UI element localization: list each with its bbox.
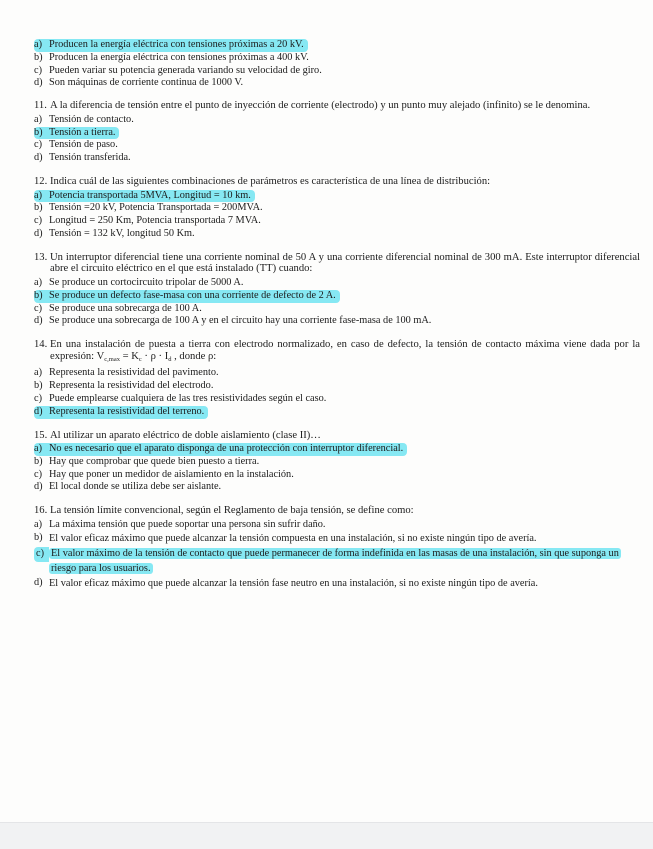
option-text: El valor eficaz máximo que puede alcanzar la tensión compuesta en una instalación, si no existe ningún tipo de avería. [49,532,537,544]
option-13c [34,303,640,316]
option-text [49,547,640,576]
option-12a [34,190,640,203]
option-text: Son máquinas de corriente continua de 1000 V. [49,77,244,89]
option-letter: a) [34,190,49,203]
option-16c [34,547,640,576]
question-stem [34,339,640,365]
option-text: Puede emplearse cualquiera de las tres resistividades según el caso. [49,392,327,404]
option-14c [34,393,640,406]
option-text: Tensión = 132 kV, longitud 50 Km. [49,227,195,239]
option-text: Producen la energía eléctrica con tensiones próximas a 20 kV. [49,39,308,52]
question-16 [34,505,640,592]
option-12c [34,215,640,228]
option-letter: c) [34,302,42,314]
option-15c [34,469,640,482]
page-bottom-margin [0,822,653,849]
question-number: 14. [34,339,48,351]
question-12 [34,176,640,241]
option-text: Tensión de paso. [49,139,118,151]
option-letter: b) [34,290,49,303]
stem-part: = K [119,350,139,362]
option-10d [34,77,640,90]
option-text: Tensión transferida. [49,152,131,164]
option-text: Hay que poner un medidor de aislamiento en la instalación. [49,468,294,480]
option-letter: b) [34,531,43,543]
option-14d [34,406,640,419]
option-11c [34,139,640,152]
option-letter: b) [34,202,43,214]
option-text: Se produce un defecto fase-masa con una corriente de defecto de 2 A. [49,290,340,303]
option-text: Potencia transportada 5MVA, Longitud = 10 km. [49,190,255,203]
option-letter: c) [34,392,42,404]
option-11a [34,114,640,127]
option-letter: a) [34,39,49,52]
question-stem [34,430,640,442]
option-text: El local donde se utiliza debe ser aislante. [49,481,222,493]
option-text: El valor eficaz máximo que puede alcanzar la tensión fase neutro en una instalación, si no existe ningún tipo de avería. [49,578,538,590]
option-14b [34,380,640,393]
option-text: La máxima tensión que puede soportar una persona sin sufrir daño. [49,518,326,530]
option-text: Producen la energía eléctrica con tensiones próximas a 400 kV. [49,51,309,63]
question-number: 11. [34,100,47,112]
option-16a [34,519,640,532]
question-stem [34,252,640,275]
option-15b [34,456,640,469]
option-letter: c) [34,139,42,151]
option-13d [34,315,640,328]
option-letter: b) [34,51,43,63]
option-15a [34,443,640,456]
option-13a [34,277,640,290]
question-number: 16. [34,505,48,517]
question-text: Un interruptor diferencial tiene una corriente nominal de 50 A y una corriente diferencial nominal de 300 mA. Este interruptor diferencial abre el circuito eléctrico en el que está instalado (TT) cuando: [50,251,640,275]
option-13b [34,290,640,303]
option-text: No es necesario que el aparato disponga de una protección con interruptor diferencial. [49,443,407,456]
option-text: Representa la resistividad del pavimento. [49,367,219,379]
option-text: Representa la resistividad del terreno. [49,406,208,419]
option-letter: d) [34,152,43,164]
option-text: Longitud = 250 Km, Potencia transportada 7 MVA. [49,215,261,227]
option-text: Hay que comprobar que quede bien puesto a tierra. [49,455,260,467]
option-16b [34,532,640,547]
option-text: Representa la resistividad del electrodo. [49,380,214,392]
option-16d [34,577,640,592]
option-letter: c) [34,468,42,480]
option-11b [34,127,640,140]
option-14a [34,367,640,380]
option-letter: c) [34,547,49,562]
option-letter: d) [34,481,43,493]
option-12b [34,202,640,215]
option-letter: a) [34,518,42,530]
option-letter: d) [34,227,43,239]
question-text: Indica cuál de las siguientes combinaciones de parámetros es característica de una línea de distribución: [50,175,491,187]
option-text: Tensión a tierra. [49,127,119,140]
option-letter: d) [34,577,43,589]
highlighted-answer: El valor máximo de la tensión de contacto que puede permanecer de forma indefinida en las masas de una instalación, sin que suponga un riesgo para los usuarios. [51,548,619,574]
option-text: Se produce una sobrecarga de 100 A y en el circuito hay una corriente fase-masa de 100 mA. [49,315,432,327]
question-number: 15. [34,429,48,441]
question-14 [34,339,640,418]
formula-subscript: c [138,355,142,363]
option-letter: b) [34,380,43,392]
option-letter: c) [34,64,42,76]
question-number: 13. [34,251,48,263]
stem-part: · ρ · I [141,350,169,362]
question-text [50,339,640,365]
stem-part: , donde ρ: [171,350,217,362]
option-letter: a) [34,443,49,456]
option-letter: d) [34,406,49,419]
option-10c [34,65,640,78]
question-15 [34,430,640,495]
option-letter: b) [34,127,49,140]
option-text: Pueden variar su potencia generada variando su velocidad de giro. [49,64,322,76]
option-letter: d) [34,315,43,327]
formula-subscript: d [168,355,172,363]
question-text: La tensión límite convencional, según el Reglamento de baja tensión, se define como: [50,505,414,517]
option-10b [34,52,640,65]
question-10 [34,39,640,90]
option-letter: b) [34,455,43,467]
option-letter: a) [34,367,42,379]
question-stem [34,100,640,112]
option-letter: a) [34,276,42,288]
option-text: Tensión =20 kV, Potencia Transportada = 200MVA. [49,202,263,214]
option-text: Tensión de contacto. [49,113,134,125]
option-15d [34,481,640,494]
option-letter: c) [34,215,42,227]
question-text: Al utilizar un aparato eléctrico de doble aislamiento (clase II)… [50,429,321,441]
question-stem [34,176,640,188]
option-12d [34,228,640,241]
option-text: Se produce un cortocircuito tripolar de 5000 A. [49,276,244,288]
option-11d [34,152,640,165]
option-text: Se produce una sobrecarga de 100 A. [49,302,202,314]
option-letter: a) [34,113,42,125]
question-13 [34,252,640,328]
question-number: 12. [34,175,48,187]
question-text: A la diferencia de tensión entre el punto de inyección de corriente (electrodo) y un punto muy alejado (infinito) se le denomina. [50,100,591,112]
question-11 [34,100,640,165]
formula-subscript: c,max [104,355,120,363]
option-10a [34,39,640,52]
exam-questions [34,39,640,603]
question-stem [34,505,640,517]
option-letter: d) [34,77,43,89]
stem-part: En una instalación de puesta a tierra con electrodo normalizado, en caso de defecto, la tensión de contacto máxima viene dada por la expresión: V [50,339,640,362]
